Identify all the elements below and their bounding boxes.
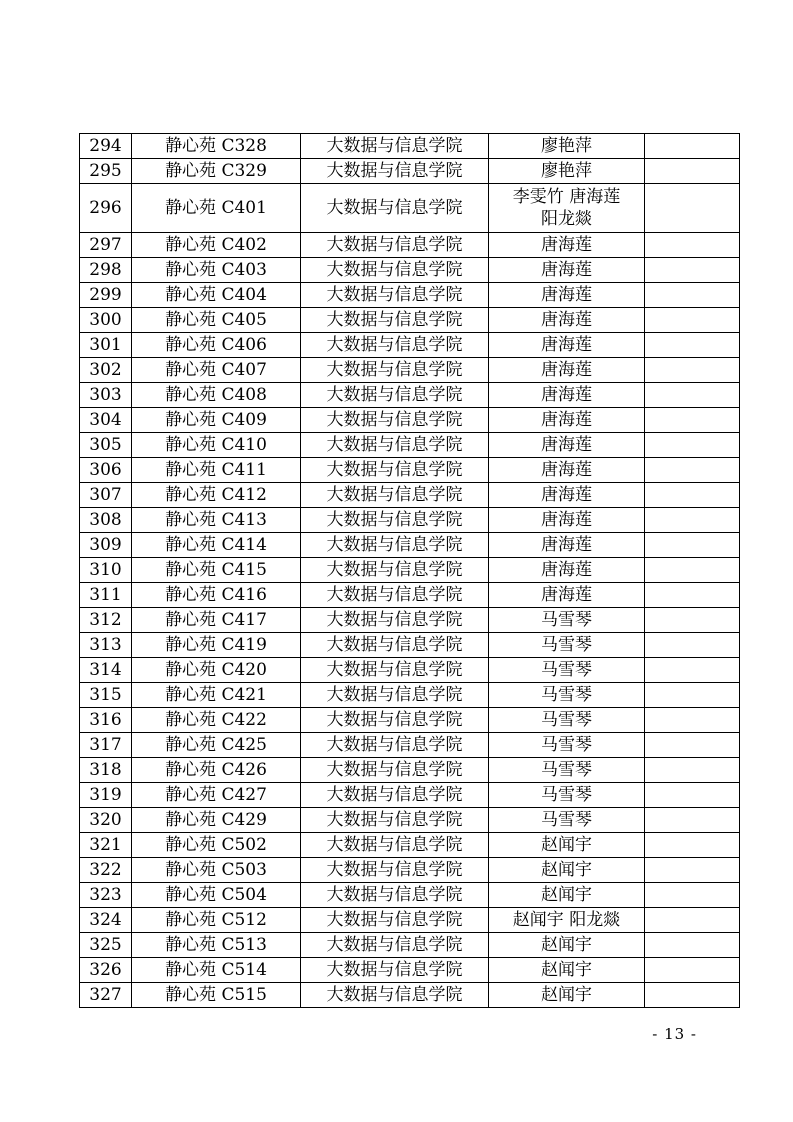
college-cell: 大数据与信息学院 [301,708,489,733]
college-cell: 大数据与信息学院 [301,258,489,283]
room-cell: 静心苑 C420 [132,658,301,683]
staff-name-cell: 赵闻宇 [489,858,645,883]
college-cell: 大数据与信息学院 [301,483,489,508]
table-row [80,233,740,258]
college-cell: 大数据与信息学院 [301,583,489,608]
note-cell [645,333,740,358]
college-cell: 大数据与信息学院 [301,333,489,358]
note-cell [645,983,740,1008]
row-number-cell: 325 [80,933,132,958]
row-number-cell: 295 [80,159,132,184]
room-cell: 静心苑 C402 [132,233,301,258]
room-cell: 静心苑 C429 [132,808,301,833]
room-cell: 静心苑 C515 [132,983,301,1008]
table-row [80,483,740,508]
row-number-cell: 322 [80,858,132,883]
staff-name-cell: 马雪琴 [489,633,645,658]
staff-name-cell: 赵闻宇 [489,933,645,958]
table-row [80,708,740,733]
college-cell: 大数据与信息学院 [301,833,489,858]
table-row [80,683,740,708]
college-cell: 大数据与信息学院 [301,958,489,983]
college-cell: 大数据与信息学院 [301,733,489,758]
dormitory-assignment-table-container [79,133,734,1008]
note-cell [645,758,740,783]
note-cell [645,608,740,633]
college-cell: 大数据与信息学院 [301,383,489,408]
room-cell: 静心苑 C409 [132,408,301,433]
room-cell: 静心苑 C419 [132,633,301,658]
table-row [80,159,740,184]
room-cell: 静心苑 C513 [132,933,301,958]
row-number-cell: 319 [80,783,132,808]
row-number-cell: 318 [80,758,132,783]
college-cell: 大数据与信息学院 [301,283,489,308]
college-cell: 大数据与信息学院 [301,134,489,159]
note-cell [645,833,740,858]
room-cell: 静心苑 C503 [132,858,301,883]
room-cell: 静心苑 C413 [132,508,301,533]
college-cell: 大数据与信息学院 [301,883,489,908]
note-cell [645,408,740,433]
note-cell [645,633,740,658]
table-row [80,558,740,583]
table-row [80,184,740,233]
staff-name-cell: 马雪琴 [489,733,645,758]
table-row [80,958,740,983]
table-row [80,408,740,433]
college-cell: 大数据与信息学院 [301,533,489,558]
row-number-cell: 313 [80,633,132,658]
note-cell [645,733,740,758]
room-cell: 静心苑 C328 [132,134,301,159]
table-row [80,533,740,558]
college-cell: 大数据与信息学院 [301,633,489,658]
note-cell [645,783,740,808]
room-cell: 静心苑 C401 [132,184,301,233]
row-number-cell: 324 [80,908,132,933]
college-cell: 大数据与信息学院 [301,433,489,458]
note-cell [645,683,740,708]
staff-name-cell: 赵闻宇 阳龙燚 [489,908,645,933]
note-cell [645,708,740,733]
staff-name-cell: 李雯竹 唐海莲 阳龙燚 [489,184,645,233]
staff-name-cell: 唐海莲 [489,283,645,308]
college-cell: 大数据与信息学院 [301,858,489,883]
table-row [80,258,740,283]
note-cell [645,383,740,408]
staff-name-cell: 廖艳萍 [489,134,645,159]
college-cell: 大数据与信息学院 [301,908,489,933]
row-number-cell: 302 [80,358,132,383]
staff-name-cell: 唐海莲 [489,508,645,533]
row-number-cell: 298 [80,258,132,283]
note-cell [645,258,740,283]
table-row [80,583,740,608]
row-number-cell: 308 [80,508,132,533]
note-cell [645,508,740,533]
room-cell: 静心苑 C415 [132,558,301,583]
college-cell: 大数据与信息学院 [301,159,489,184]
college-cell: 大数据与信息学院 [301,808,489,833]
row-number-cell: 301 [80,333,132,358]
note-cell [645,533,740,558]
college-cell: 大数据与信息学院 [301,408,489,433]
college-cell: 大数据与信息学院 [301,558,489,583]
table-row [80,458,740,483]
staff-name-cell: 唐海莲 [489,233,645,258]
table-row [80,733,740,758]
note-cell [645,134,740,159]
table-row [80,858,740,883]
room-cell: 静心苑 C412 [132,483,301,508]
staff-name-cell: 唐海莲 [489,408,645,433]
room-cell: 静心苑 C406 [132,333,301,358]
college-cell: 大数据与信息学院 [301,308,489,333]
staff-name-cell: 马雪琴 [489,783,645,808]
staff-name-cell: 唐海莲 [489,433,645,458]
table-row [80,933,740,958]
college-cell: 大数据与信息学院 [301,658,489,683]
room-cell: 静心苑 C425 [132,733,301,758]
table-row [80,908,740,933]
row-number-cell: 312 [80,608,132,633]
note-cell [645,159,740,184]
college-cell: 大数据与信息学院 [301,233,489,258]
note-cell [645,358,740,383]
row-number-cell: 315 [80,683,132,708]
staff-name-cell: 唐海莲 [489,483,645,508]
row-number-cell: 296 [80,184,132,233]
staff-name-cell: 唐海莲 [489,308,645,333]
row-number-cell: 299 [80,283,132,308]
staff-name-cell: 马雪琴 [489,658,645,683]
table-row [80,983,740,1008]
table-row [80,608,740,633]
table-row [80,633,740,658]
table-row [80,134,740,159]
note-cell [645,658,740,683]
staff-name-cell: 唐海莲 [489,358,645,383]
staff-name-cell: 唐海莲 [489,258,645,283]
room-cell: 静心苑 C427 [132,783,301,808]
room-cell: 静心苑 C329 [132,159,301,184]
row-number-cell: 310 [80,558,132,583]
note-cell [645,908,740,933]
staff-name-cell: 唐海莲 [489,333,645,358]
table-row [80,508,740,533]
note-cell [645,283,740,308]
row-number-cell: 314 [80,658,132,683]
college-cell: 大数据与信息学院 [301,758,489,783]
staff-name-cell: 马雪琴 [489,708,645,733]
room-cell: 静心苑 C502 [132,833,301,858]
room-cell: 静心苑 C405 [132,308,301,333]
table-row [80,833,740,858]
staff-name-cell: 马雪琴 [489,683,645,708]
staff-name-cell: 赵闻宇 [489,983,645,1008]
row-number-cell: 300 [80,308,132,333]
staff-name-cell: 唐海莲 [489,583,645,608]
note-cell [645,958,740,983]
college-cell: 大数据与信息学院 [301,783,489,808]
table-row [80,808,740,833]
staff-name-cell: 唐海莲 [489,458,645,483]
college-cell: 大数据与信息学院 [301,358,489,383]
staff-name-cell: 马雪琴 [489,758,645,783]
room-cell: 静心苑 C514 [132,958,301,983]
table-row [80,333,740,358]
row-number-cell: 304 [80,408,132,433]
college-cell: 大数据与信息学院 [301,608,489,633]
college-cell: 大数据与信息学院 [301,458,489,483]
room-cell: 静心苑 C407 [132,358,301,383]
room-cell: 静心苑 C408 [132,383,301,408]
table-row [80,758,740,783]
table-row [80,883,740,908]
row-number-cell: 327 [80,983,132,1008]
table-row [80,308,740,333]
note-cell [645,433,740,458]
table-row [80,433,740,458]
staff-name-cell: 唐海莲 [489,558,645,583]
table-row [80,358,740,383]
room-cell: 静心苑 C422 [132,708,301,733]
note-cell [645,558,740,583]
room-cell: 静心苑 C411 [132,458,301,483]
college-cell: 大数据与信息学院 [301,983,489,1008]
row-number-cell: 309 [80,533,132,558]
college-cell: 大数据与信息学院 [301,508,489,533]
room-cell: 静心苑 C421 [132,683,301,708]
staff-name-cell: 马雪琴 [489,608,645,633]
table-body [80,134,740,1008]
college-cell: 大数据与信息学院 [301,933,489,958]
room-cell: 静心苑 C416 [132,583,301,608]
note-cell [645,184,740,233]
row-number-cell: 306 [80,458,132,483]
row-number-cell: 297 [80,233,132,258]
table-row [80,283,740,308]
row-number-cell: 307 [80,483,132,508]
row-number-cell: 311 [80,583,132,608]
note-cell [645,858,740,883]
staff-name-cell: 廖艳萍 [489,159,645,184]
row-number-cell: 305 [80,433,132,458]
college-cell: 大数据与信息学院 [301,683,489,708]
dormitory-assignment-table [79,133,740,1008]
row-number-cell: 303 [80,383,132,408]
row-number-cell: 317 [80,733,132,758]
row-number-cell: 326 [80,958,132,983]
room-cell: 静心苑 C504 [132,883,301,908]
room-cell: 静心苑 C403 [132,258,301,283]
table-row [80,383,740,408]
note-cell [645,483,740,508]
row-number-cell: 316 [80,708,132,733]
page-number: - 13 - [652,1025,697,1043]
college-cell: 大数据与信息学院 [301,184,489,233]
note-cell [645,883,740,908]
row-number-cell: 320 [80,808,132,833]
note-cell [645,233,740,258]
note-cell [645,458,740,483]
room-cell: 静心苑 C417 [132,608,301,633]
staff-name-cell: 赵闻宇 [489,883,645,908]
table-row [80,783,740,808]
room-cell: 静心苑 C512 [132,908,301,933]
row-number-cell: 323 [80,883,132,908]
staff-name-cell: 赵闻宇 [489,833,645,858]
room-cell: 静心苑 C414 [132,533,301,558]
note-cell [645,308,740,333]
staff-name-cell: 唐海莲 [489,383,645,408]
note-cell [645,583,740,608]
staff-name-cell: 马雪琴 [489,808,645,833]
row-number-cell: 321 [80,833,132,858]
staff-name-cell: 唐海莲 [489,533,645,558]
staff-name-cell: 赵闻宇 [489,958,645,983]
room-cell: 静心苑 C404 [132,283,301,308]
table-row [80,658,740,683]
note-cell [645,808,740,833]
row-number-cell: 294 [80,134,132,159]
room-cell: 静心苑 C426 [132,758,301,783]
room-cell: 静心苑 C410 [132,433,301,458]
note-cell [645,933,740,958]
